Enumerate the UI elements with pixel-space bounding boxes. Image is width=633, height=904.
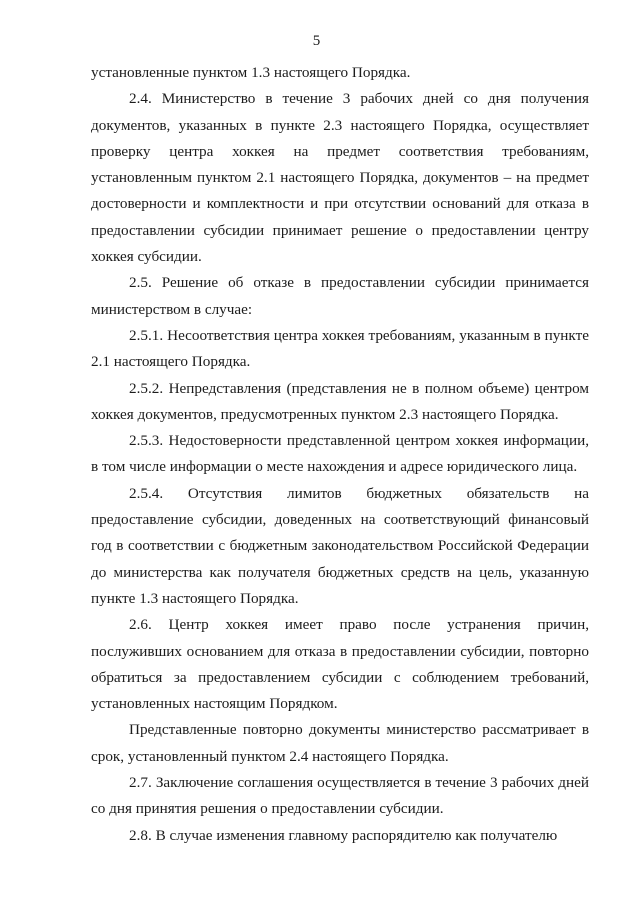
paragraph-2-4: 2.4. Министерство в течение 3 рабочих дней со дня получения документов, указанных в пункте 2.3 настоящего Порядка, осуществляет проверку центра хоккея на предмет соответствия требованиям, установленным пунктом 2.1 настоящего Порядка, документов – на предмет достоверности и комплектности и при отсутствии оснований для отказа в предоставлении субсидии принимает решение о предоставлении центру хоккея субсидии. [91, 90, 589, 266]
document-body [91, 60, 589, 849]
paragraph-2-5-1: 2.5.1. Несоответствия центра хоккея требованиям, указанным в пункте 2.1 настоящего Порядка. [91, 326, 589, 371]
paragraph-2-6: 2.6. Центр хоккея имеет право после устранения причин, послуживших основанием для отказа в предоставлении субсидии, повторно обратиться за предоставлением субсидии с соблюдением требований, установленных настоящим Порядком. [91, 616, 589, 713]
paragraph-2-5-4: 2.5.4. Отсутствия лимитов бюджетных обязательств на предоставление субсидии, доведенных на соответствующий финансовый год в соответствии с бюджетным законодательством Российской Федерации до министерства как получателя бюджетных средств на цель, указанную пункте 1.3 настоящего Порядка. [91, 484, 589, 607]
page-number: 5 [312, 33, 321, 49]
paragraph-resubmission: Представленные повторно документы министерство рассматривает в срок, установленный пунктом 2.4 настоящего Порядка. [91, 721, 589, 765]
paragraph-2-5-3: 2.5.3. Недостоверности представленной центром хоккея информации, в том числе информации о месте нахождения и адресе юридического лица. [91, 432, 589, 476]
paragraph-2-8: 2.8. В случае изменения главному распорядителю как получателю [129, 826, 558, 844]
paragraph-2-5-2: 2.5.2. Непредставления (представления не в полном объеме) центром хоккея документов, предусмотренных пунктом 2.3 настоящего Порядка. [91, 379, 589, 423]
paragraph-1-3-continuation: установленные пунктом 1.3 настоящего Порядка. [91, 64, 411, 81]
paragraph-2-5: 2.5. Решение об отказе в предоставлении субсидии принимается министерством в случае: [91, 274, 589, 318]
paragraph-2-7: 2.7. Заключение соглашения осуществляется в течение 3 рабочих дней со дня принятия решения о предоставлении субсидии. [91, 774, 589, 818]
